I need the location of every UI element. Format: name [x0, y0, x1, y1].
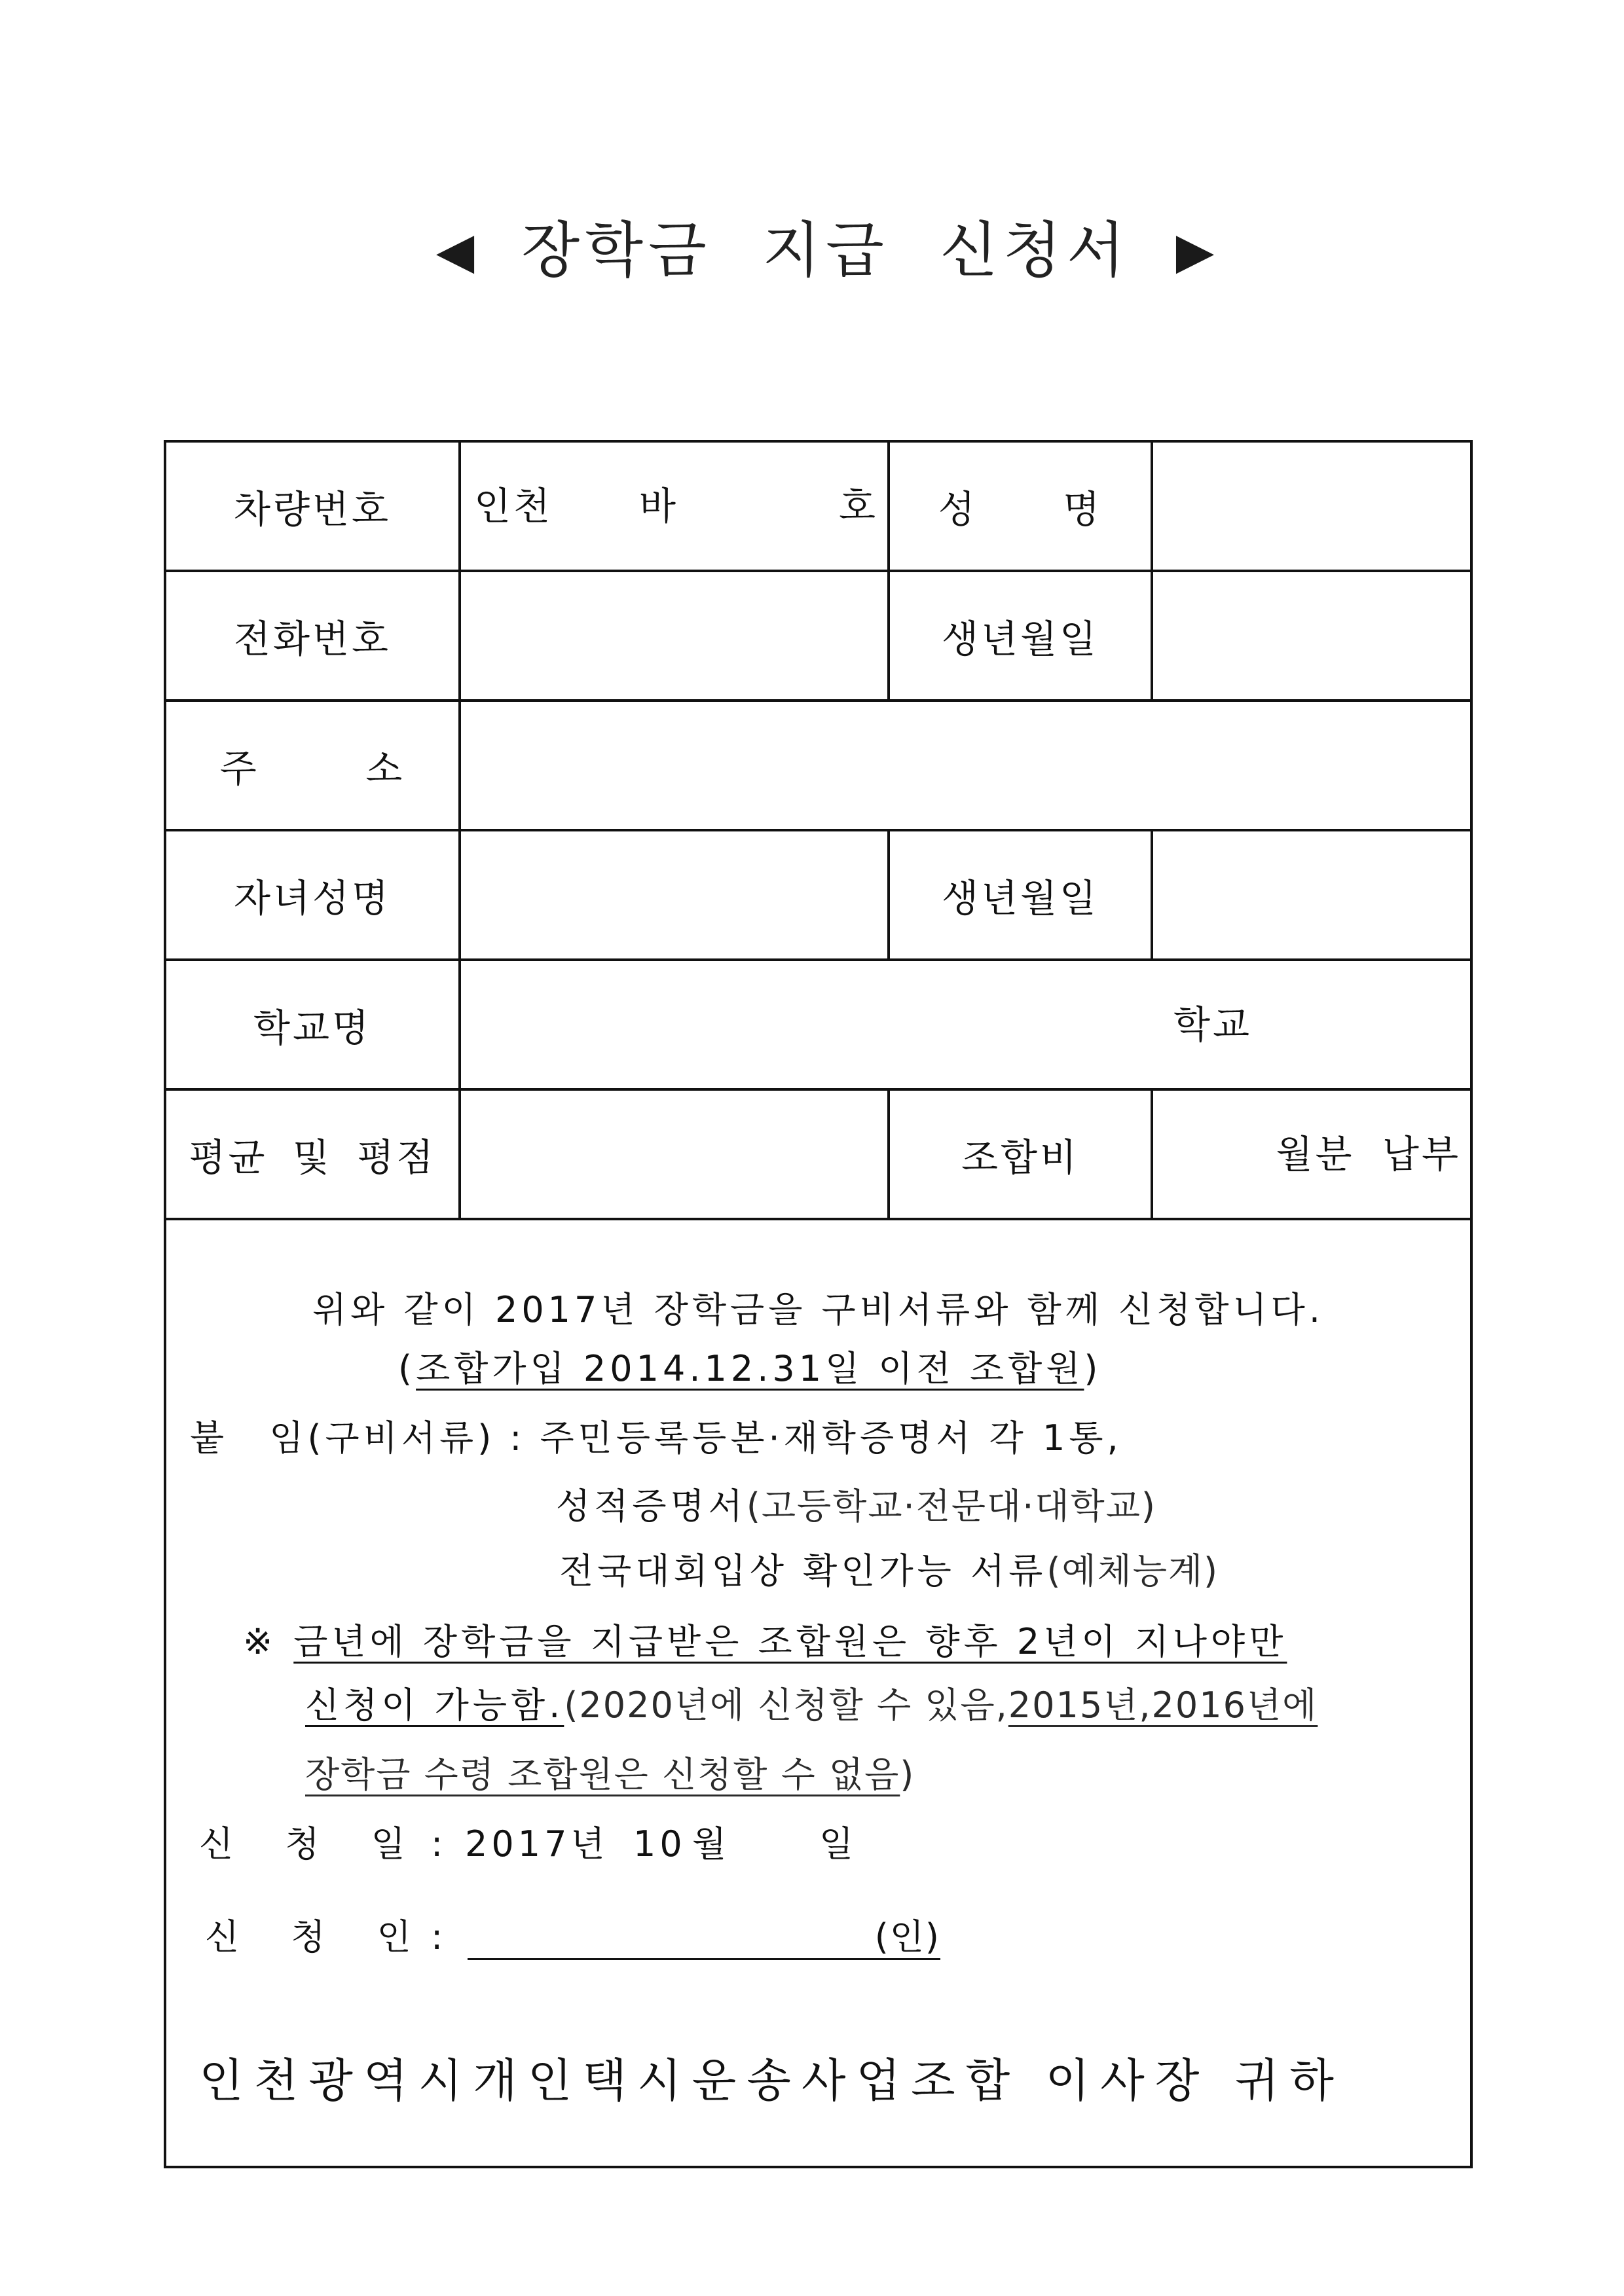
note-close: ) [1084, 1348, 1102, 1389]
document-title [0, 208, 1624, 293]
name-label: 성 명 [889, 441, 1152, 571]
school-label: 학교명 [165, 960, 460, 1089]
reference-mark-icon: ※ [243, 1621, 277, 1662]
notice-text-2-years: 2015년,2016년에 [1008, 1685, 1318, 1726]
dues-field [1152, 1089, 1471, 1219]
attachments-line-3 [559, 1548, 1219, 1594]
row-address [165, 701, 1471, 830]
notice-line-2 [305, 1683, 1318, 1728]
row-grades-dues [165, 1089, 1471, 1219]
application-month: 10 [633, 1823, 686, 1865]
attachments-item-3-note: (예체능계) [1046, 1550, 1219, 1592]
note-open: ( [398, 1348, 416, 1389]
vehicle-suffix: 호 [838, 484, 878, 528]
phone-field [460, 571, 889, 701]
application-date-label: 신 청 일 [199, 1823, 409, 1865]
child-birth-field [1152, 830, 1471, 960]
phone-label: 전화번호 [165, 571, 460, 701]
notice-text-1: 금년에 장학금을 지급받은 조합원은 향후 2년이 지나야만 [293, 1621, 1287, 1662]
attachments-sep: : [509, 1417, 526, 1459]
left-triangle-icon: ◀ [435, 221, 475, 280]
right-triangle-icon: ▶ [1175, 221, 1215, 280]
attachments-line-1 [190, 1415, 1122, 1461]
vehicle-middle-char: 바 [639, 484, 679, 528]
membership-note [398, 1346, 1101, 1392]
school-field [460, 960, 1471, 1089]
child-name-field [460, 830, 889, 960]
row-statement [165, 1219, 1471, 2167]
application-date-line [166, 1821, 1470, 1867]
seal-mark: (인) [874, 1916, 940, 1958]
name-field [1152, 441, 1471, 571]
application-year: 2017년 [465, 1823, 609, 1865]
attachments-label: 붙 임(구비서류) [190, 1417, 496, 1459]
notice-text-2: 신청이 가능함. [305, 1685, 564, 1726]
school-suffix: 학교 [1173, 1002, 1252, 1047]
addressee: 인천광역시개인택시운송사업조합 이사장 귀하 [199, 2054, 1344, 2107]
row-school [165, 960, 1471, 1089]
application-month-unit: 월 [692, 1823, 731, 1865]
statement-cell [165, 1219, 1471, 2167]
attachments-item-2-note: (고등학교·전문대·대학교) [746, 1485, 1156, 1527]
attachments-line-2 [556, 1484, 1156, 1529]
row-phone-birth [165, 571, 1471, 701]
attachments-item-1: 주민등록등본·재학증명서 각 1통, [540, 1417, 1122, 1459]
vehicle-region: 인천 [474, 484, 553, 528]
attachments-item-2: 성적증명서 [556, 1485, 747, 1527]
applicant-label: 신 청 인 [205, 1916, 415, 1958]
child-birth-label: 생년월일 [889, 830, 1152, 960]
vehicle-number-label: 차량번호 [165, 441, 460, 571]
title-text: 장학금 지급 신청서 [521, 215, 1130, 285]
birth-label: 생년월일 [889, 571, 1152, 701]
statement-body [166, 1220, 1470, 2160]
birth-field [1152, 571, 1471, 701]
row-child [165, 830, 1471, 960]
signature-line [468, 1914, 940, 1960]
grades-label: 평균 및 평점 [165, 1089, 460, 1219]
declaration-line: 위와 같이 2017년 장학금을 구비서류와 함께 신청합니다. [312, 1289, 1325, 1330]
dues-value: 월분 납부 [1276, 1132, 1461, 1176]
note-text: 조합가입 2014.12.31일 이전 조합원 [416, 1348, 1084, 1389]
notice-text-3-close: ) [900, 1754, 915, 1795]
notice-line-1 [243, 1619, 1287, 1665]
attachments-item-3: 전국대회입상 확인가능 서류 [559, 1550, 1047, 1592]
application-date-sep: : [431, 1823, 447, 1865]
row-vehicle-name [165, 441, 1471, 571]
application-form-table [164, 440, 1473, 2168]
address-field [460, 701, 1471, 830]
application-day-unit: 일 [819, 1823, 858, 1865]
grades-field [460, 1089, 889, 1219]
address-label: 주 소 [165, 701, 460, 830]
notice-text-2-note: (2020년에 신청할 수 있음, [564, 1685, 1008, 1726]
notice-text-3: 장학금 수령 조합원은 신청할 수 없음 [305, 1754, 900, 1795]
notice-line-3 [305, 1752, 915, 1798]
applicant-line [166, 1914, 1470, 1960]
applicant-sep: : [431, 1916, 447, 1958]
child-name-label: 자녀성명 [165, 830, 460, 960]
dues-label: 조합비 [889, 1089, 1152, 1219]
vehicle-number-field [460, 441, 889, 571]
